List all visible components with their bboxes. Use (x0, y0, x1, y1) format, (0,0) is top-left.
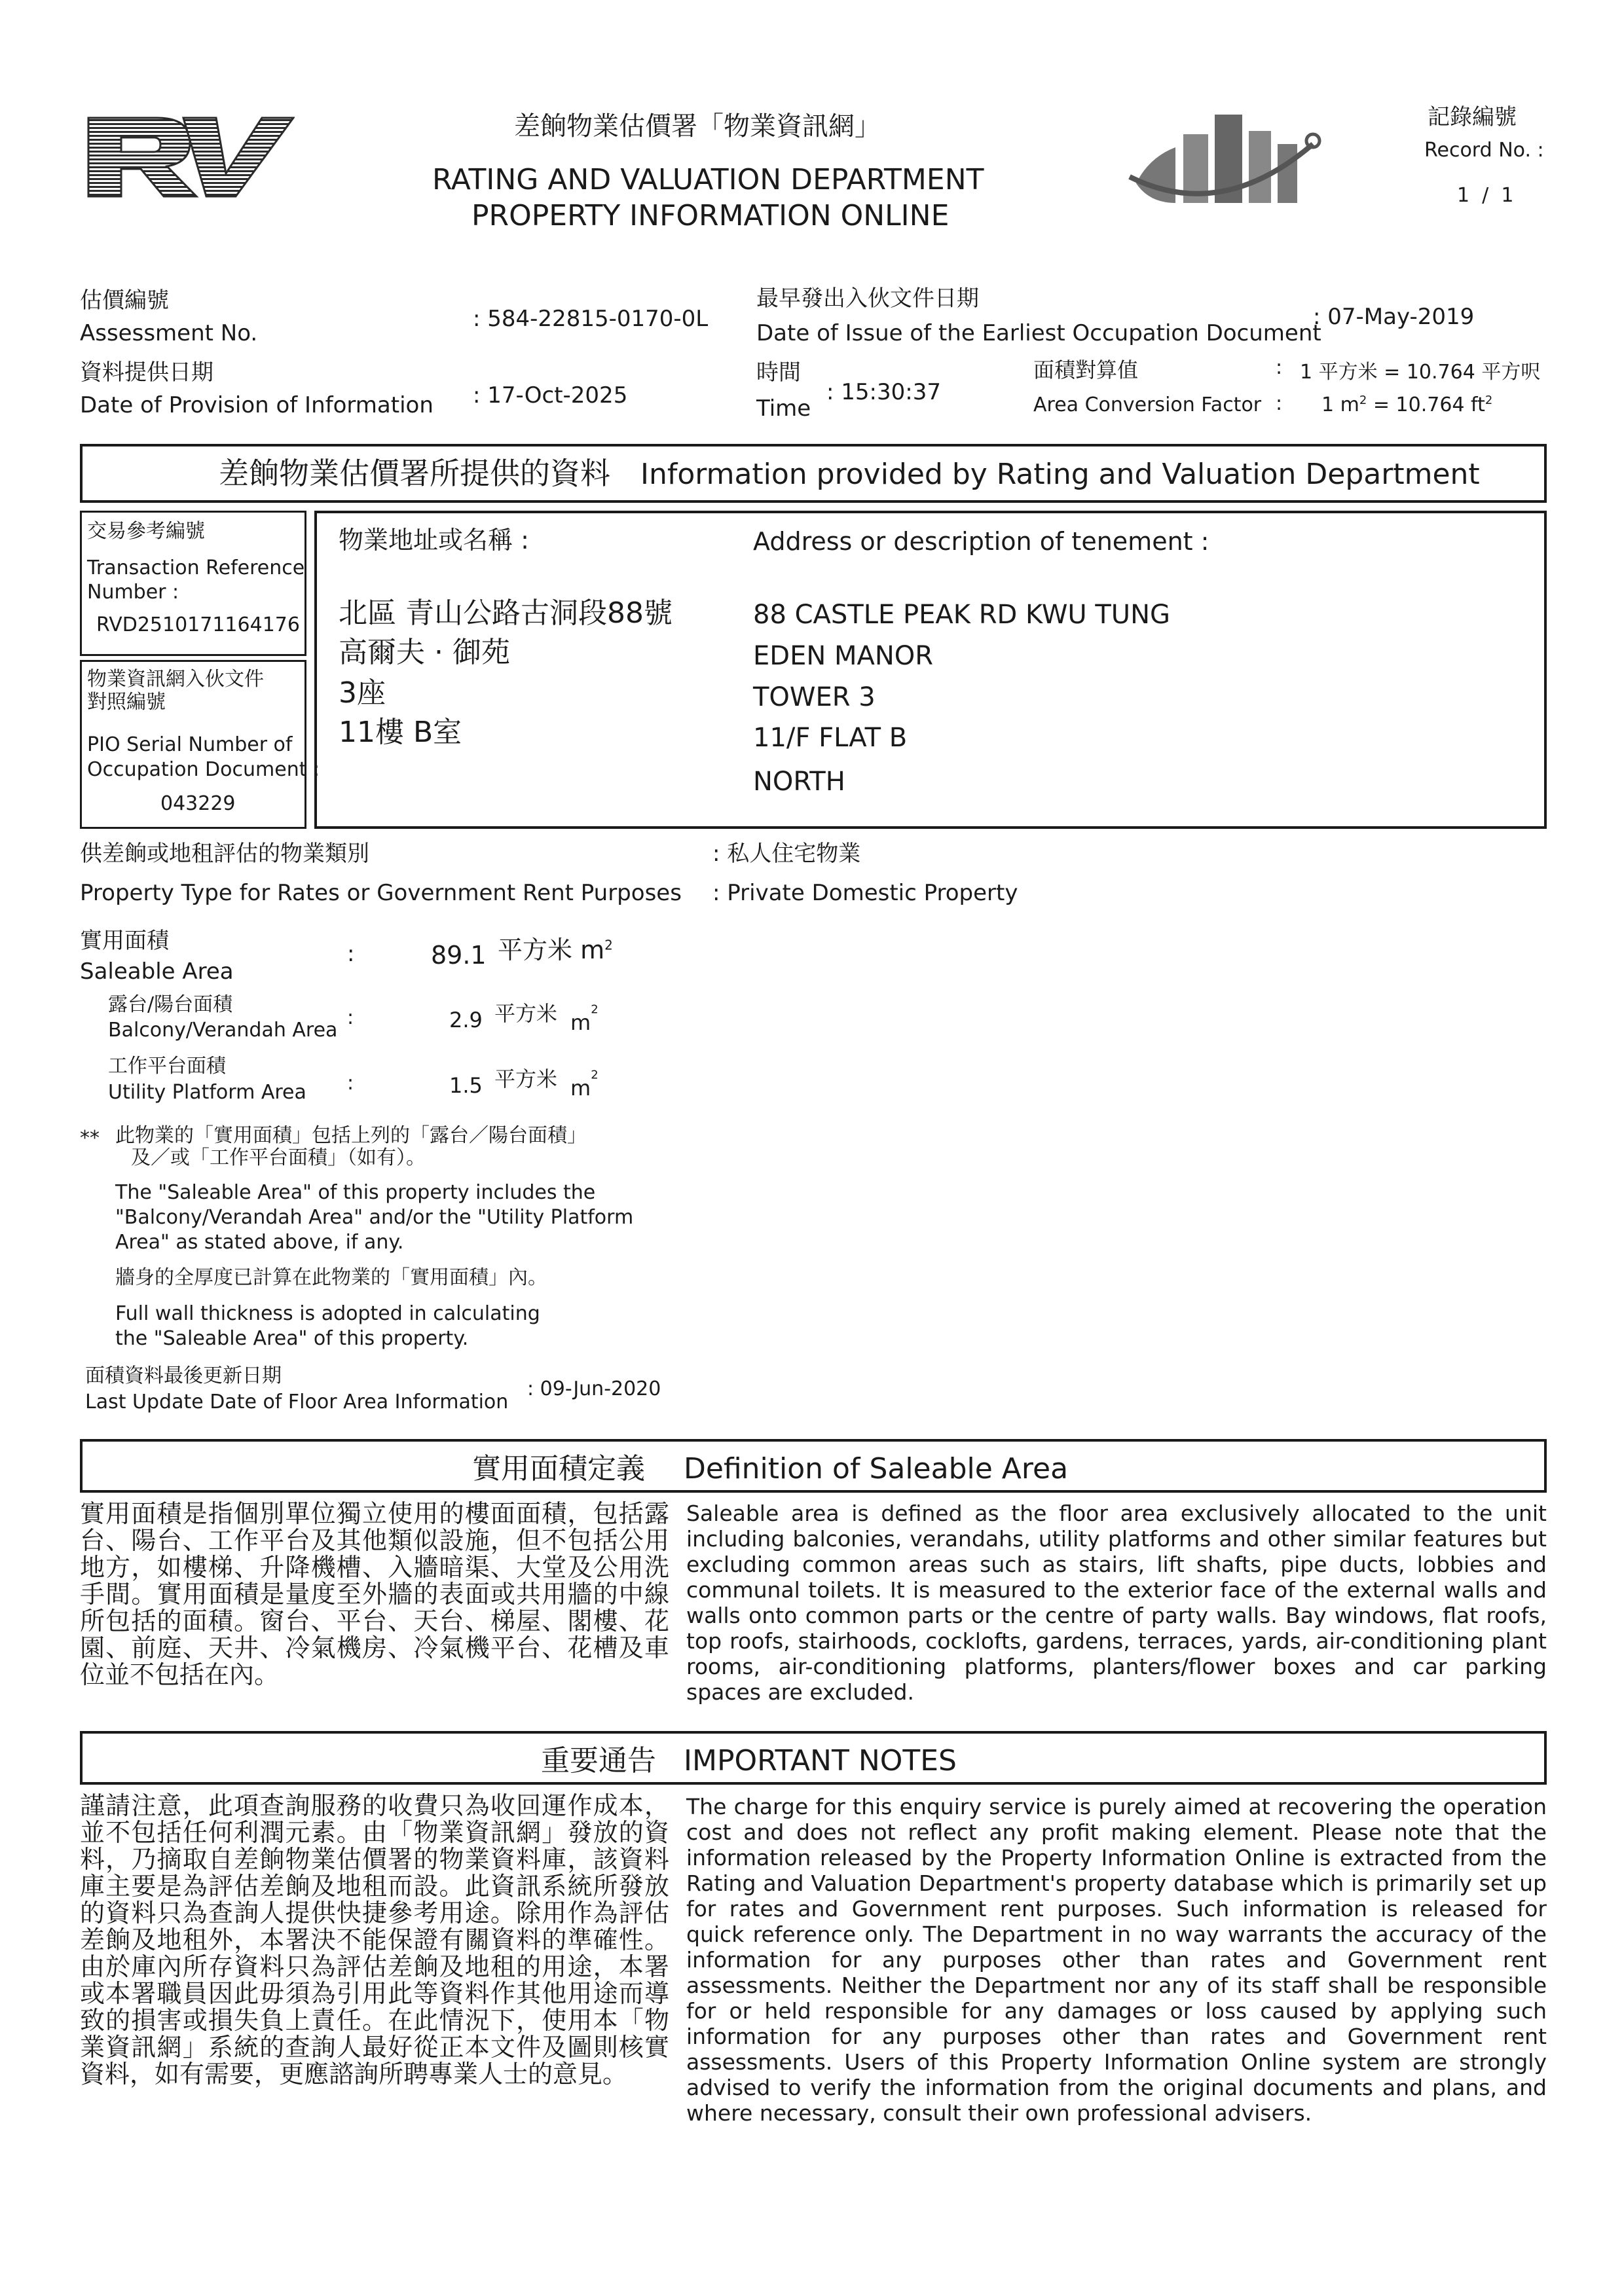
balcony-value: 2.9 (449, 1008, 483, 1032)
txn-label-en-2: Number : (87, 581, 179, 604)
important-en: The charge for this enquiry service is purely aimed at recovering the operation cost and does not reflect any profit making element. Please note that the information released by the Property Information Online is extracted from the Rating and Valuation Department's property database which is primarily set up for rates and Government rent purposes. Such information is released for quick reference only. The Department in no way warrants the accuracy of the information for any purposes other than rates and Government rent assessments. Neither the Department nor any of its staff shall be responsible for or held responsible for any damages or loss caused by applying such information for any purposes other than rates and Government rent assessments. Users of this Property Information Online system are strongly advised to verify the information from the original documents and plans, and where necessary, consult their own professional advisers. (686, 1794, 1547, 2126)
address-zh-line-4: 11樓 B室 (339, 716, 462, 749)
saleable-label-zh: 實用面積 (80, 928, 169, 954)
property-type-label-zh: 供差餉或地租評估的物業類別 (80, 841, 369, 867)
saleable-colon: : (347, 941, 355, 967)
utility-label-en: Utility Platform Area (108, 1081, 306, 1104)
address-en-line-1: 88 CASTLE PEAK RD KWU TUNG (753, 600, 1170, 630)
pio-label-zh-1: 物業資訊網入伙文件 (87, 668, 264, 691)
assessment-value: : 584-22815-0170-0L (473, 306, 709, 332)
address-box (314, 511, 1547, 829)
definition-header-box (80, 1439, 1547, 1493)
note2-en-2: the "Saleable Area" of this property. (115, 1327, 469, 1350)
provision-label-en: Date of Provision of Information (80, 392, 434, 418)
pio-serial-box (80, 660, 320, 829)
saleable-value: 89.1 (431, 941, 487, 970)
last-update-label-en: Last Update Date of Floor Area Information (85, 1391, 509, 1413)
address-en-line-4: 11/F FLAT B (753, 723, 908, 753)
time-label-zh: 時間 (756, 359, 801, 386)
area-factor-label-zh: 面積對算值 (1033, 357, 1139, 382)
address-en-line-2: EDEN MANOR (753, 641, 934, 671)
assessment-label-zh: 估價編號 (80, 287, 169, 314)
definition-zh: 實用面積是指個別單位獨立使用的樓面面積，包括露台、陽台、工作平台及其他類似設施，但不包括公用地方，如樓梯、升降機槽、入牆暗渠、大堂及公用洗手間。實用面積是量度至外牆的表面或共用牆的中線所包括的面積。窗台、平台、天台、梯屋、閣樓、花園、前庭、天井、冷氣機房、冷氣機平台、花槽及車位並不包括在內。 (80, 1499, 669, 1689)
note1-en-1: The "Saleable Area" of this property includes the (115, 1181, 596, 1204)
note1-zh-1: 此物業的「實用面積」包括上列的「露台／陽台面積」 (115, 1124, 587, 1147)
pio-value: 043229 (160, 792, 236, 815)
title-en-1: RATING AND VALUATION DEPARTMENT (432, 163, 984, 196)
utility-unit: 平方米 $m^2$ (494, 1066, 599, 1101)
area-factor-en: 1 $m^2 = 10.764$ $ft^2$ (1321, 393, 1493, 416)
address-zh-line-2: 高爾夫 · 御苑 (339, 636, 510, 669)
area-factor-label-en: Area Conversion Factor (1033, 393, 1262, 416)
balcony-colon: : (347, 1006, 354, 1029)
address-zh-line-1: 北區 青山公路古洞段88號 (339, 596, 673, 630)
note2-zh: 牆身的全厚度已計算在此物業的「實用面積」內。 (115, 1266, 547, 1289)
occupation-label-en: Date of Issue of the Earliest Occupation Document (756, 320, 1321, 346)
record-label-en: Record No. : (1424, 139, 1544, 162)
utility-colon: : (347, 1072, 354, 1095)
address-zh-line-3: 3座 (339, 676, 386, 710)
pio-label-en-2: Occupation Document : (87, 758, 320, 781)
record-value: 1 / 1 (1457, 184, 1514, 207)
important-header-en: IMPORTANT NOTES (684, 1744, 957, 1777)
address-en-line-3: TOWER 3 (753, 682, 876, 712)
area-factor-colon-1: : (1276, 356, 1283, 379)
property-type-label-en: Property Type for Rates or Government Rent Purposes (80, 880, 682, 906)
note2-en-1: Full wall thickness is adopted in calculating (115, 1302, 540, 1325)
property-type-value-zh: : 私人住宅物業 (712, 841, 861, 867)
important-header-zh: 重要通告 (541, 1744, 656, 1777)
record-label-zh: 記錄編號 (1428, 104, 1517, 130)
assessment-label-en: Assessment No. (80, 320, 258, 346)
address-label-en: Address or description of tenement : (753, 527, 1209, 556)
time-value: : 15:30:37 (826, 379, 941, 405)
balcony-unit: 平方米 $m^2$ (494, 1001, 599, 1035)
info-header-box (80, 444, 1547, 503)
definition-header-zh: 實用面積定義 (472, 1452, 645, 1485)
provision-value: : 17-Oct-2025 (473, 382, 628, 409)
title-zh: 差餉物業估價署「物業資訊網」 (514, 111, 881, 141)
transaction-ref-box (80, 511, 306, 656)
address-label-zh: 物業地址或名稱 : (339, 526, 529, 555)
occupation-value: : 07-May-2019 (1313, 304, 1475, 330)
saleable-label-en: Saleable Area (80, 958, 234, 985)
title-en-2: PROPERTY INFORMATION ONLINE (471, 199, 950, 232)
pio-logo (1123, 98, 1346, 216)
note1-en-3: Area" as stated above, if any. (115, 1231, 404, 1254)
saleable-unit: 平方米 $m^2$ (498, 936, 613, 964)
info-header-zh: 差餉物業估價署所提供的資料 (219, 456, 610, 491)
pio-label-zh-2: 對照編號 (87, 691, 166, 714)
balcony-label-zh: 露台/陽台面積 (108, 993, 233, 1016)
important-zh: 謹請注意，此項查詢服務的收費只為收回運作成本，並不包括任何利潤元素。由「物業資訊網」發放的資料，乃摘取自差餉物業估價署的物業資料庫，該資料庫主要是為評估差餉及地租而設。此資訊系統所發放的資料只為查詢人提供快捷參考用途。除用作為評估差餉及地租外，本署決不能保證有關資料的準確性。由於庫內所存資料只為評估差餉及地租的用途，本署或本署職員因此毋須為引用此等資料作其他用途而導致的損害或損失負上責任。在此情況下，使用本「物業資訊網」系統的查詢人最好從正本文件及圖則核實資料，如有需要，更應諮詢所聘專業人士的意見。 (80, 1791, 669, 2088)
area-factor-zh: 1 平方米 = 10.764 平方呎 (1300, 361, 1541, 384)
utility-label-zh: 工作平台面積 (108, 1055, 226, 1078)
definition-en: Saleable area is defined as the floor area exclusively allocated to the unit including balconies, verandahs, utility platforms and other similar features but excluding common areas such as stairs, lift shafts, pipe ducts, lobbies and communal toilets. It is measured to the exterior face of the external walls and walls onto common parts or the centre of party walls. Bay windows, flat roofs, top roofs, stairhoods, cocklofts, gardens, terraces, yards, air-conditioning plant rooms, air-conditioning platforms, planters/flower boxes and car parking spaces are excluded. (686, 1501, 1547, 1705)
note1-zh-2: 及／或「工作平台面積」（如有）。 (131, 1146, 426, 1169)
utility-value: 1.5 (449, 1073, 483, 1098)
balcony-label-en: Balcony/Verandah Area (108, 1019, 338, 1042)
rv-logo (85, 111, 295, 203)
definition-header-en: Definition of Saleable Area (684, 1452, 1069, 1485)
last-update-value: : 09-Jun-2020 (527, 1377, 661, 1400)
property-type-value-en: : Private Domestic Property (712, 880, 1018, 906)
note1-en-2: "Balcony/Verandah Area" and/or the "Utility Platform (115, 1206, 634, 1229)
txn-value: RVD2510171164176 (96, 613, 300, 636)
info-header-en: Information provided by Rating and Valuation Department (640, 458, 1480, 491)
area-factor-colon-2: : (1276, 392, 1283, 415)
occupation-label-zh: 最早發出入伙文件日期 (756, 285, 979, 312)
txn-label-zh: 交易參考編號 (87, 520, 205, 543)
last-update-label-zh: 面積資料最後更新日期 (85, 1364, 282, 1387)
provision-label-zh: 資料提供日期 (80, 359, 213, 386)
note-stars: ** (80, 1127, 100, 1150)
pio-label-en-1: PIO Serial Number of (87, 733, 293, 756)
time-label-en: Time (756, 395, 811, 422)
important-header-box (80, 1731, 1547, 1785)
address-en-line-5: NORTH (753, 767, 845, 797)
txn-label-en-1: Transaction Reference (87, 556, 305, 579)
